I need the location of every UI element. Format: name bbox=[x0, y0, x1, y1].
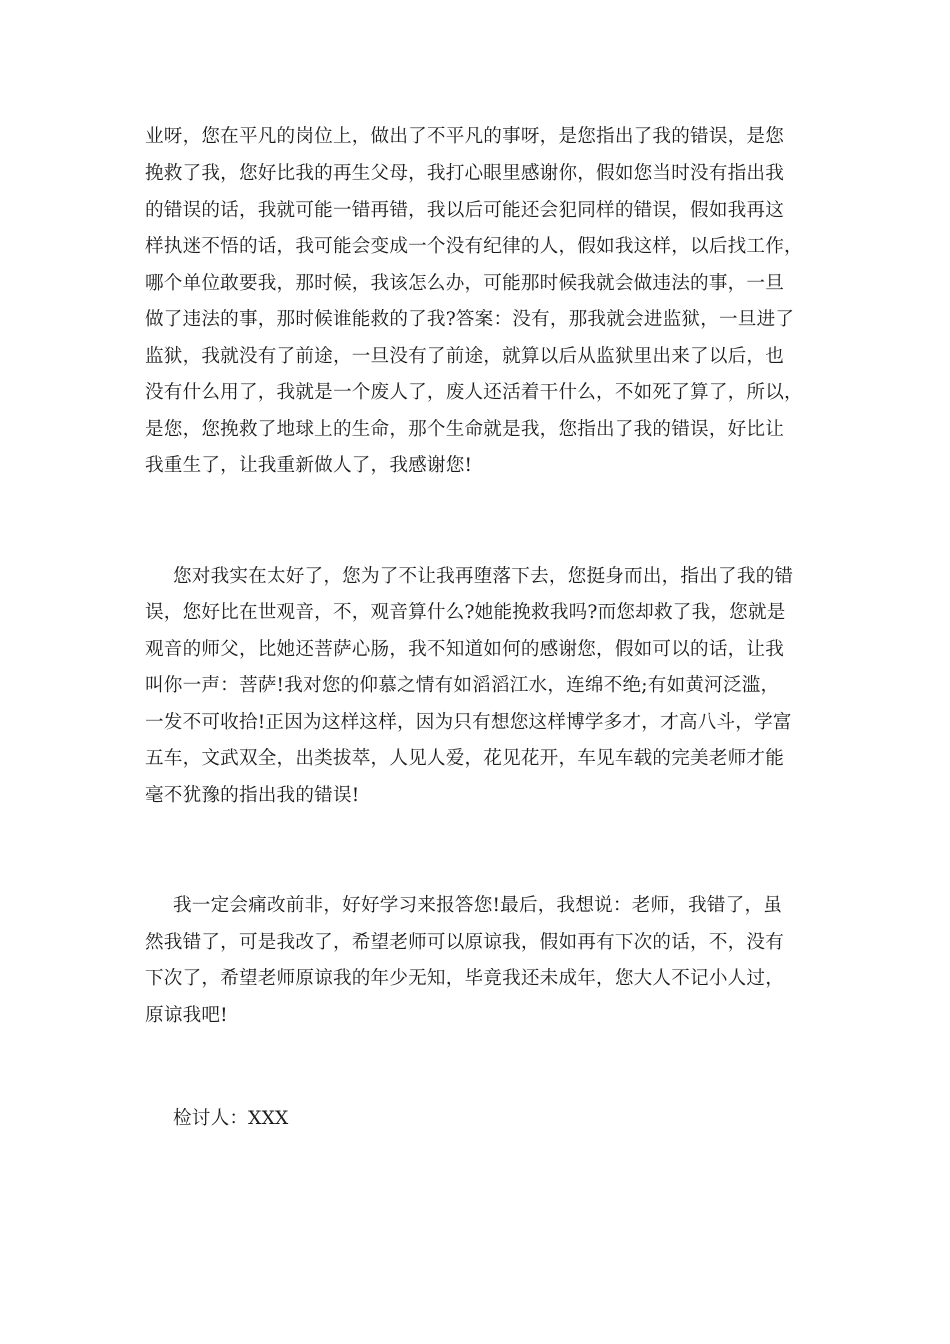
paragraph-line: 五车，文武双全，出类拔萃，人见人爱，花见花开，车见车载的完美老师才能 bbox=[145, 748, 784, 769]
paragraph-line: 下次了，希望老师原谅我的年少无知，毕竟我还未成年，您大人不记小人过， bbox=[145, 968, 784, 989]
paragraph-line: 是您，您挽救了地球上的生命，那个生命就是我，您指出了我的错误，好比让 bbox=[145, 419, 784, 440]
paragraph-line: 样执迷不悟的话，我可能会变成一个没有纪律的人，假如我这样，以后找工作， bbox=[145, 236, 803, 257]
paragraph-line: 我重生了，让我重新做人了，我感谢您! bbox=[145, 455, 473, 476]
paragraph-line: 观音的师父，比她还菩萨心肠，我不知道如何的感谢您，假如可以的话，让我 bbox=[145, 639, 784, 660]
paragraph-line: 业呀，您在平凡的岗位上，做出了不平凡的事呀，是您指出了我的错误，是您 bbox=[145, 126, 784, 147]
paragraph-line: 误，您好比在世观音，不，观音算什么?她能挽救我吗?而您却救了我，您就是 bbox=[145, 602, 786, 623]
paragraph-line: 监狱，我就没有了前途，一旦没有了前途，就算以后从监狱里出来了以后，也 bbox=[145, 346, 784, 367]
paragraph-line: 哪个单位敢要我，那时候，我该怎么办，可能那时候我就会做违法的事，一旦 bbox=[145, 273, 784, 294]
paragraph-line: 您对我实在太好了，您为了不让我再堕落下去，您挺身而出，指出了我的错 bbox=[173, 566, 794, 587]
paragraph-line: 叫你一声：菩萨!我对您的仰慕之情有如滔滔江水，连绵不绝;有如黄河泛滥， bbox=[145, 675, 780, 696]
paragraph-line: 做了违法的事，那时候谁能救的了我?答案：没有，那我就会进监狱，一旦进了 bbox=[145, 309, 795, 330]
paragraph-line: 一发不可收拾!正因为这样这样，因为只有想您这样博学多才，才高八斗，学富 bbox=[145, 712, 792, 733]
signature: 检讨人：XXX bbox=[173, 1108, 289, 1129]
paragraph-line: 的错误的话，我就可能一错再错，我以后可能还会犯同样的错误，假如我再这 bbox=[145, 200, 784, 221]
paragraph-line: 没有什么用了，我就是一个废人了，废人还活着干什么，不如死了算了，所以， bbox=[145, 382, 803, 403]
paragraph-line: 我一定会痛改前非，好好学习来报答您!最后，我想说：老师，我错了，虽 bbox=[173, 895, 783, 916]
paragraph-line: 挽救了我，您好比我的再生父母，我打心眼里感谢你，假如您当时没有指出我 bbox=[145, 163, 784, 184]
paragraph-line: 毫不犹豫的指出我的错误! bbox=[145, 785, 360, 806]
paragraph-line: 原谅我吧! bbox=[145, 1005, 228, 1026]
paragraph-line: 然我错了，可是我改了，希望老师可以原谅我，假如再有下次的话，不，没有 bbox=[145, 932, 784, 953]
